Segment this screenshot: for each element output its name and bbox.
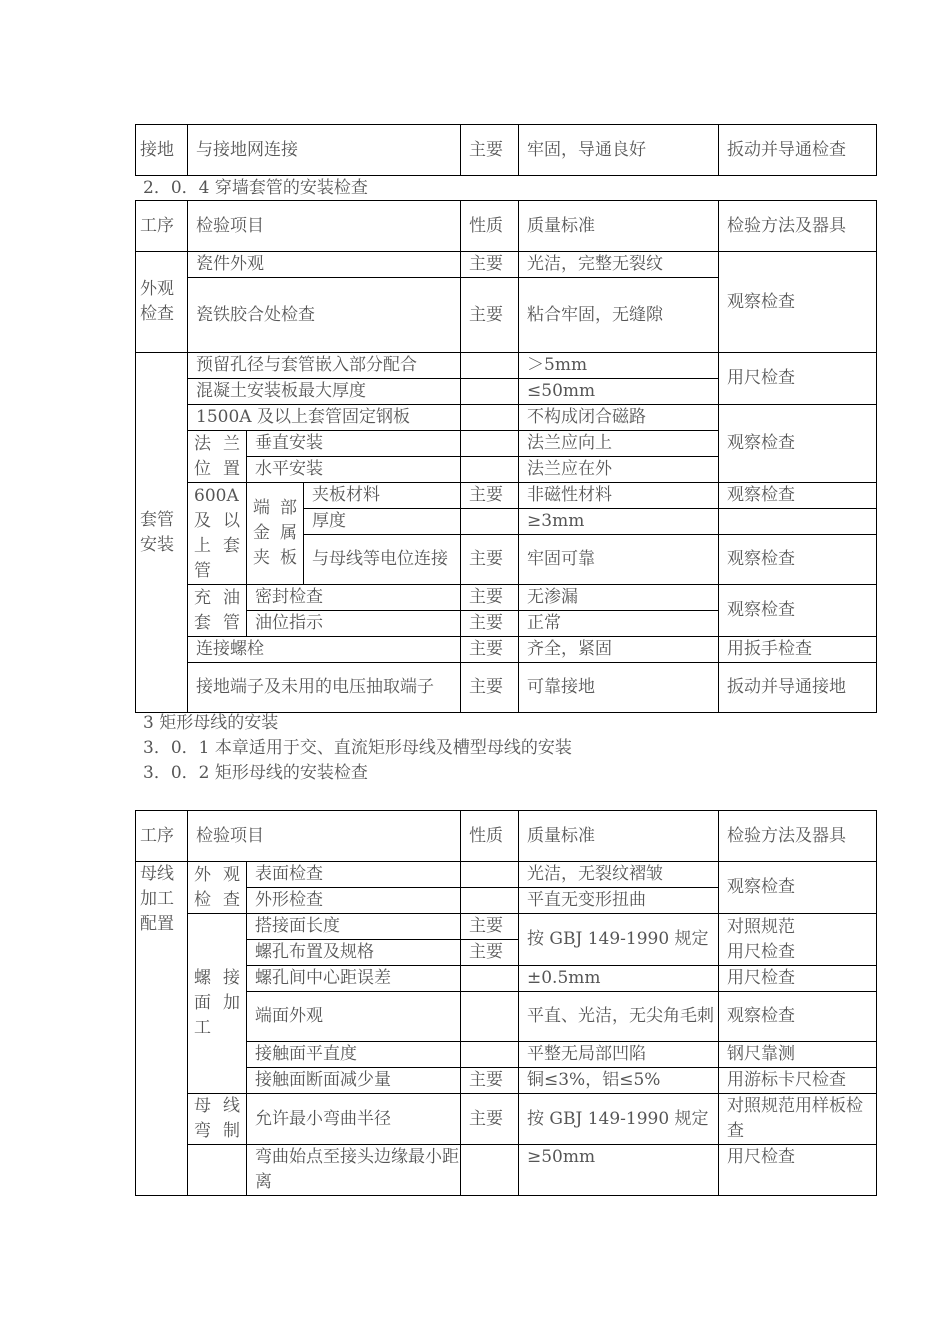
method-line: 用尺检查 — [727, 941, 795, 962]
item-cell: 瓷件外观 — [188, 252, 461, 278]
method-cell: 观察检查 — [719, 992, 877, 1042]
group-end-clamp: 端部金属夹板 — [247, 483, 304, 585]
nature-cell: 主要 — [461, 125, 519, 176]
section-heading-3: 3 矩形母线的安装 — [143, 713, 279, 733]
method-cell: 观察检查 — [719, 862, 877, 914]
header-method: 检验方法及器具 — [719, 811, 877, 862]
item-cell: 接触面断面减少量 — [247, 1068, 461, 1094]
item-cell: 允许最小弯曲半径 — [247, 1094, 461, 1145]
method-cell: 观察检查 — [719, 535, 877, 585]
method-cell: 观察检查 — [719, 585, 877, 637]
nature-cell: 主要 — [461, 1094, 519, 1145]
standard-cell: 铜≤3%，铝≤5% — [519, 1068, 719, 1094]
standard-cell: ≥50mm — [519, 1145, 719, 1196]
table-row — [136, 1068, 877, 1094]
item-cell: 搭接面长度 — [247, 914, 461, 940]
standard-cell: 按 GBJ 149-1990 规定 — [519, 1094, 719, 1145]
nature-cell: 主要 — [461, 940, 519, 966]
item-cell: 弯曲始点至接头边缘最小距离 — [247, 1145, 461, 1196]
standard-cell: ≥3mm — [519, 509, 719, 535]
group-bolted-surface: 螺接面加工 — [188, 914, 247, 1094]
nature-cell — [461, 1042, 519, 1068]
standard-cell: 不构成闭合磁路 — [519, 405, 719, 431]
grounding-table — [135, 124, 877, 176]
section-heading-3-0-2: 3．0．2 矩形母线的安装检查 — [143, 763, 368, 783]
group-600a-bushing: 600A及以上套管 — [188, 483, 247, 585]
method-cell: 观察检查 — [719, 483, 877, 509]
standard-cell: 按 GBJ 149-1990 规定 — [519, 914, 719, 966]
item-cell: 与母线等电位连接 — [304, 535, 461, 585]
header-method: 检验方法及器具 — [719, 201, 877, 252]
method-cell: 观察检查 — [719, 252, 877, 353]
table-row — [136, 125, 877, 176]
nature-cell: 主要 — [461, 585, 519, 611]
header-item: 检验项目 — [188, 201, 461, 252]
standard-cell: 法兰应向上 — [519, 431, 719, 457]
item-cell: 夹板材料 — [304, 483, 461, 509]
standard-cell: 牢固，导通良好 — [519, 125, 719, 176]
nature-cell — [461, 405, 519, 431]
standard-cell: 粘合牢固，无缝隙 — [519, 278, 719, 353]
item-cell: 接地端子及未用的电压抽取端子 — [188, 663, 461, 713]
item-cell: 螺孔间中心距误差 — [247, 966, 461, 992]
nature-cell — [461, 509, 519, 535]
standard-cell: 正常 — [519, 611, 719, 637]
item-cell: 油位指示 — [247, 611, 461, 637]
group-oil-bushing: 充油套管 — [188, 585, 247, 637]
table-row — [136, 1094, 877, 1145]
header-nature: 性质 — [461, 201, 519, 252]
nature-cell: 主要 — [461, 663, 519, 713]
standard-cell: 齐全，紧固 — [519, 637, 719, 663]
table-row — [136, 252, 877, 278]
item-cell: 厚度 — [304, 509, 461, 535]
nature-cell: 主要 — [461, 637, 519, 663]
table-row — [136, 992, 877, 1042]
method-cell: 用尺检查 — [719, 353, 877, 405]
busbar-table — [135, 810, 877, 1196]
method-cell: 对照规范用样板检查 — [719, 1094, 877, 1145]
nature-cell — [461, 966, 519, 992]
table-row — [136, 353, 877, 379]
standard-cell: 牢固可靠 — [519, 535, 719, 585]
standard-cell: 平直无变形扭曲 — [519, 888, 719, 914]
table-row — [136, 637, 877, 663]
group-busbar-bending-cont — [188, 1145, 247, 1196]
method-cell: 用尺检查 — [719, 1145, 877, 1196]
nature-cell — [461, 379, 519, 405]
nature-cell — [461, 353, 519, 379]
standard-cell: ±0.5mm — [519, 966, 719, 992]
standard-cell: ＞5mm — [519, 353, 719, 379]
nature-cell: 主要 — [461, 278, 519, 353]
nature-cell: 主要 — [461, 914, 519, 940]
group-appearance-check: 外观检查 — [188, 862, 247, 914]
table-row — [136, 663, 877, 713]
item-cell: 接触面平直度 — [247, 1042, 461, 1068]
nature-cell — [461, 888, 519, 914]
method-cell: 钢尺靠测 — [719, 1042, 877, 1068]
item-cell: 垂直安装 — [247, 431, 461, 457]
item-cell: 瓷铁胶合处检查 — [188, 278, 461, 353]
method-cell: 扳动并导通接地 — [719, 663, 877, 713]
header-standard: 质量标准 — [519, 811, 719, 862]
header-process: 工序 — [136, 811, 188, 862]
method-cell: 观察检查 — [719, 405, 877, 483]
group-appearance-check: 外观检查 — [136, 252, 188, 353]
table-header-row — [136, 811, 877, 862]
method-cell — [719, 509, 877, 535]
nature-cell — [461, 431, 519, 457]
group-flange-position: 法兰位置 — [188, 431, 247, 483]
standard-cell: ≤50mm — [519, 379, 719, 405]
table-row — [136, 914, 877, 940]
table-row — [136, 405, 877, 431]
table-row — [136, 1042, 877, 1068]
item-cell: 1500A 及以上套管固定钢板 — [188, 405, 461, 431]
item-cell: 密封检查 — [247, 585, 461, 611]
nature-cell: 主要 — [461, 535, 519, 585]
item-cell: 与接地网连接 — [188, 125, 461, 176]
standard-cell: 无渗漏 — [519, 585, 719, 611]
wall-bushing-table — [135, 200, 877, 713]
table-row — [136, 862, 877, 888]
method-cell: 扳动并导通检查 — [719, 125, 877, 176]
standard-cell: 可靠接地 — [519, 663, 719, 713]
item-cell: 预留孔径与套管嵌入部分配合 — [188, 353, 461, 379]
item-cell: 螺孔布置及规格 — [247, 940, 461, 966]
nature-cell: 主要 — [461, 1068, 519, 1094]
nature-cell: 主要 — [461, 252, 519, 278]
table-row — [136, 1145, 877, 1196]
nature-cell — [461, 992, 519, 1042]
standard-cell: 法兰应在外 — [519, 457, 719, 483]
item-cell: 连接螺栓 — [188, 637, 461, 663]
group-busbar-bending: 母线弯制 — [188, 1094, 247, 1145]
standard-cell: 平直、光洁，无尖角毛刺 — [519, 992, 719, 1042]
table-row — [136, 966, 877, 992]
table-header-row — [136, 201, 877, 252]
nature-cell: 主要 — [461, 611, 519, 637]
section-heading-3-0-1: 3．0．1 本章适用于交、直流矩形母线及槽型母线的安装 — [143, 738, 572, 758]
method-line: 对照规范 — [727, 916, 795, 937]
table-row — [136, 483, 877, 509]
standard-cell: 非磁性材料 — [519, 483, 719, 509]
group-bushing-install: 套管安装 — [136, 353, 188, 713]
process-cell: 接地 — [136, 125, 188, 176]
method-cell: 用游标卡尺检查 — [719, 1068, 877, 1094]
method-cell: 用扳手检查 — [719, 637, 877, 663]
method-cell — [719, 914, 877, 966]
header-item: 检验项目 — [188, 811, 461, 862]
standard-cell: 平整无局部凹陷 — [519, 1042, 719, 1068]
item-cell: 端面外观 — [247, 992, 461, 1042]
header-nature: 性质 — [461, 811, 519, 862]
group-busbar-processing: 母线加工配置 — [136, 862, 188, 1196]
header-standard: 质量标准 — [519, 201, 719, 252]
header-process: 工序 — [136, 201, 188, 252]
nature-cell — [461, 457, 519, 483]
item-cell: 混凝土安装板最大厚度 — [188, 379, 461, 405]
section-heading-2-0-4: 2．0．4 穿墙套管的安装检查 — [143, 178, 368, 198]
standard-cell: 光洁，无裂纹褶皱 — [519, 862, 719, 888]
table-row — [136, 585, 877, 611]
nature-cell — [461, 862, 519, 888]
item-cell: 表面检查 — [247, 862, 461, 888]
method-cell: 用尺检查 — [719, 966, 877, 992]
item-cell: 外形检查 — [247, 888, 461, 914]
nature-cell — [461, 1145, 519, 1196]
standard-cell: 光洁，完整无裂纹 — [519, 252, 719, 278]
nature-cell: 主要 — [461, 483, 519, 509]
item-cell: 水平安装 — [247, 457, 461, 483]
